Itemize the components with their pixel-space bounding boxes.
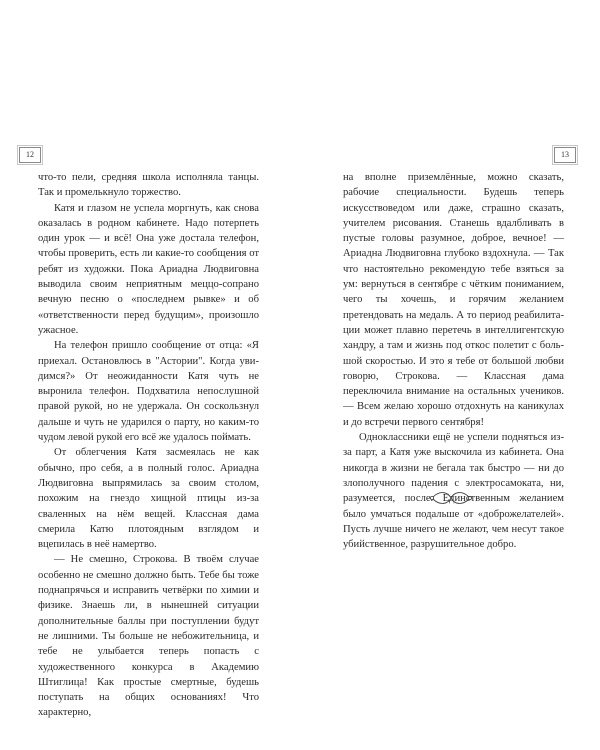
paragraph: От облегчения Катя засмеялась не как обычно, про себя, а в полный голос. Ариадна Людвиговна выпрямилась за своим столом, похожим на гнездо хищной птицы из-за сваленных на нём вещей. Классная дама смерила Катю плотоядным взглядом и вцепилась в неё намертво. (38, 447, 259, 551)
flourish-ornament-icon (428, 488, 474, 508)
page-number: 13 (554, 147, 576, 163)
page-number: 12 (19, 147, 41, 163)
paragraph: что-то пели, средняя школа исполняла танцы. Так и промелькнуло торжество. (38, 172, 259, 199)
paragraph: на вполне приземлённые, можно сказать, рабочие специальности. Будешь теперь искусствоведом или даже, страшно сказать, учителем рисования. Станешь вдалбливать в пустые головы разумное, доброе, вечное! — Ариадна Людвиговна глубоко вздохнула. — Так что настоятельно рекомендую тебе взяться за ум: вернуться в сентябре с чётким пониманием, чего ты хочешь, и горячим желанием претендовать на медаль. А то период реабилитации может плавно перетечь в интеллигентскую хандру, а там и жизнь под откос полетит с большой скоростью. И это я тебе от большой любви говорю, Строкова. — Классная дама переключила внимание на остальных учеников. — Всем желаю хорошо отдохнуть на каникулах и до встречи первого сентября! (343, 172, 564, 428)
paragraph: Одноклассники ещё не успели подняться из-за парт, а Катя уже выскочила из кабинета. Она никогда в жизни не бегала так быстро — ни до злополучного падения с электросамоката, ни, разумеется, после. Единственным желанием было умчаться подальше от «доброжелателей». Пусть лучше ничего не желают, чем несут такое убийственное, разрушительное добро. (343, 432, 564, 551)
body-text (38, 170, 259, 721)
right-page (300, 0, 600, 750)
paragraph: Катя и глазом не успела моргнуть, как снова оказалась в родном кабинете. Надо потерпеть один урок — и всё! Она уже достала телефон, чтобы проверить, есть ли какие-то сообщения от ребят из художки. Пока Ариадна Людвиговна выводила своим неприятным меццо-сопрано вечную песню о «последнем рывке» и об «ответственности перед будущим», произошло ужасное. (38, 202, 259, 336)
paragraph: — Не смешно, Строкова. В твоём случае особенно не смешно должно быть. Тебе бы тоже поднапрячься и исправить четвёрки по химии и физике. Знаешь ли, в нынешней ситуации дополнительные баллы при поступлении будут не лишними. Ты больше не небожительница, и тебе не улыбается теперь попасть с художественного конкурса в Академию Штиглица! Как простые смертные, будешь поступать на общих основаниях! Что характерно, (38, 554, 259, 719)
paragraph: На телефон пришло сообщение от отца: «Я приехал. Остановлюсь в "Астории". Когда увидимся?» От неожиданности Катя чуть не выронила телефон. Подхватила непослушной правой рукой, но не удержала. Он соскользнул дальше и чуть не ударился о парту, но каким-то чудом левой рукой его всё же удалось поймать. (38, 340, 259, 444)
